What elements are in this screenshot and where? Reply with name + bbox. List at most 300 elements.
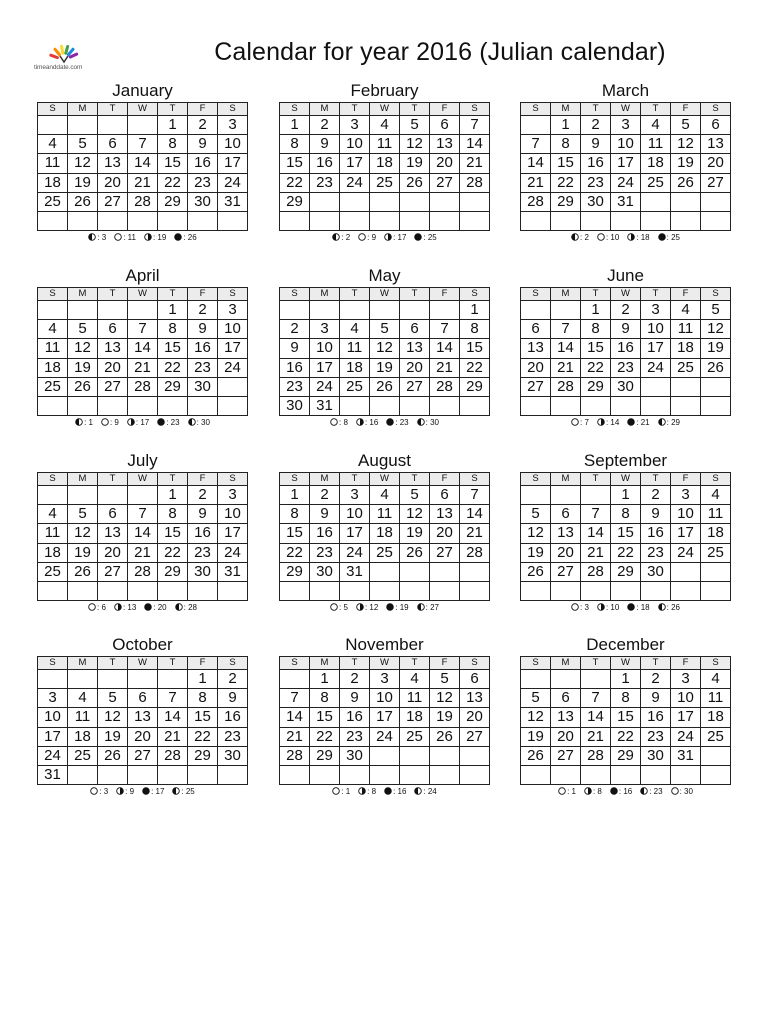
day-cell: 30 [641,746,671,765]
weekday-header: M [68,103,98,116]
day-cell: 27 [460,727,490,746]
day-cell: 9 [340,689,370,708]
empty-day-cell [400,211,430,230]
day-cell: 3 [671,486,701,505]
full-moon-icon [114,233,122,241]
day-cell: 30 [218,746,248,765]
empty-day-cell [400,301,430,320]
logo-ray [62,46,63,53]
empty-day-cell [551,765,581,784]
day-cell: 28 [280,746,310,765]
day-cell: 8 [280,135,310,154]
weekday-header: S [38,657,68,670]
empty-day-cell [460,562,490,581]
weekday-header: M [310,103,340,116]
logo-ray [70,54,76,57]
empty-day-cell [98,581,128,600]
empty-day-cell [98,765,128,784]
day-cell: 2 [581,116,611,135]
weekday-header: W [611,657,641,670]
day-cell: 23 [188,543,218,562]
day-cell: 21 [460,154,490,173]
logo-text: timeanddate.com [34,64,83,71]
weekday-header-row [280,657,490,670]
day-cell: 17 [370,708,400,727]
week-row [280,727,490,746]
month-june [520,265,731,429]
day-cell: 24 [671,543,701,562]
empty-day-cell [128,211,158,230]
empty-day-cell [68,301,98,320]
empty-day-cell [98,670,128,689]
new-moon-icon [386,603,394,611]
weekday-header: T [400,288,430,301]
moon-phase-item [658,418,680,427]
moon-phase-item [356,603,378,612]
day-cell: 28 [521,192,551,211]
day-cell: 7 [581,505,611,524]
moon-phase-day: : 20 [153,603,167,613]
empty-day-cell [460,765,490,784]
moon-phase-item [417,418,439,427]
empty-day-cell [430,765,460,784]
moon-phases [37,232,248,244]
day-cell: 22 [460,358,490,377]
moon-phase-day: : 10 [605,603,620,613]
new-moon-icon [157,418,165,426]
month-name: August [358,451,411,470]
day-cell: 15 [611,708,641,727]
day-cell: 19 [68,173,98,192]
empty-day-cell [521,301,551,320]
weekday-header: F [430,103,460,116]
day-cell: 28 [460,173,490,192]
empty-day-cell [370,301,400,320]
day-cell: 11 [370,135,400,154]
day-cell: 25 [340,377,370,396]
empty-day-cell [340,192,370,211]
moon-phase-item [332,233,350,242]
week-row [38,116,248,135]
day-cell: 2 [188,301,218,320]
week-row [38,708,248,727]
week-row [280,670,490,689]
day-cell: 11 [701,689,731,708]
day-cell: 22 [158,173,188,192]
day-cell: 7 [430,320,460,339]
moon-phase-day: : 3 [580,603,589,613]
empty-day-cell [400,581,430,600]
moon-phase-day: : 9 [109,418,119,428]
empty-day-cell [68,486,98,505]
moon-phase-day: : 9 [125,787,135,797]
logo-ray [55,49,59,54]
day-cell: 2 [188,486,218,505]
empty-day-cell [400,765,430,784]
day-cell: 31 [671,746,701,765]
weekday-header: S [38,103,68,116]
empty-day-cell [68,396,98,415]
weekday-header: M [310,657,340,670]
moon-phase-day: : 13 [122,603,137,613]
day-cell: 17 [671,708,701,727]
moon-phase-day: : 7 [580,418,589,428]
empty-day-cell [430,301,460,320]
day-cell: 24 [671,727,701,746]
month-name: October [112,635,173,654]
day-cell: 17 [218,339,248,358]
day-cell: 30 [280,396,310,415]
day-cell: 1 [280,486,310,505]
day-cell: 11 [400,689,430,708]
logo-burst-icon [34,40,104,66]
empty-day-cell [128,301,158,320]
empty-day-cell [701,211,731,230]
moon-phase-day: : 3 [99,787,109,797]
day-cell: 20 [551,543,581,562]
weekday-header: S [521,288,551,301]
week-row [38,396,248,415]
new-moon-icon [142,787,150,795]
month-table [37,102,248,231]
day-cell: 7 [460,116,490,135]
day-cell: 25 [400,727,430,746]
weekday-header: S [280,288,310,301]
day-cell: 18 [671,339,701,358]
day-cell: 14 [581,708,611,727]
empty-day-cell [280,211,310,230]
week-row [280,339,490,358]
day-cell: 29 [158,192,188,211]
empty-day-cell [460,396,490,415]
week-row [280,358,490,377]
first-quarter-moon-icon [571,233,579,241]
day-cell: 18 [641,154,671,173]
day-cell: 6 [521,320,551,339]
day-cell: 30 [188,562,218,581]
day-cell: 22 [188,727,218,746]
moon-phase-item [174,233,196,242]
moon-phase-item [386,418,408,427]
moon-phase-day: : 6 [97,603,106,613]
weekday-header: F [430,657,460,670]
day-cell: 11 [340,339,370,358]
day-cell: 28 [158,746,188,765]
moon-phases [37,786,248,798]
day-cell: 5 [68,135,98,154]
day-cell: 18 [38,173,68,192]
day-cell: 23 [188,358,218,377]
day-cell: 23 [581,173,611,192]
empty-day-cell [310,301,340,320]
empty-day-cell [551,670,581,689]
week-row [38,689,248,708]
day-cell: 18 [701,524,731,543]
week-row [521,708,731,727]
month-name: February [350,81,419,100]
day-cell: 2 [188,116,218,135]
day-cell: 5 [400,486,430,505]
day-cell: 18 [370,524,400,543]
day-cell: 22 [158,358,188,377]
moon-phase-day: : 2 [341,233,351,243]
day-cell: 30 [581,192,611,211]
month-table [279,472,490,601]
weekday-header-row [521,657,731,670]
day-cell: 10 [38,708,68,727]
weekday-header-row [280,473,490,486]
day-cell: 25 [701,727,731,746]
week-row [38,746,248,765]
new-moon-icon [386,418,394,426]
week-row [521,562,731,581]
empty-day-cell [68,116,98,135]
day-cell: 5 [68,320,98,339]
moon-phases [279,417,490,429]
day-cell: 7 [128,135,158,154]
empty-day-cell [430,396,460,415]
day-cell: 8 [158,505,188,524]
empty-day-cell [581,581,611,600]
day-cell: 8 [460,320,490,339]
empty-day-cell [158,765,188,784]
empty-day-cell [218,581,248,600]
day-cell: 26 [68,562,98,581]
day-cell: 6 [98,505,128,524]
empty-day-cell [218,211,248,230]
empty-day-cell [521,581,551,600]
day-cell: 7 [280,689,310,708]
moon-phase-item [671,787,693,796]
empty-day-cell [430,211,460,230]
moon-phase-item [88,603,106,612]
day-cell: 7 [551,320,581,339]
month-table [279,287,490,416]
day-cell: 6 [551,689,581,708]
weekday-header: M [68,473,98,486]
day-cell: 6 [98,320,128,339]
moon-phases [37,417,248,429]
day-cell: 6 [98,135,128,154]
empty-day-cell [340,301,370,320]
day-cell: 26 [521,562,551,581]
day-cell: 20 [460,708,490,727]
day-cell: 8 [310,689,340,708]
day-cell: 11 [671,320,701,339]
day-cell: 19 [68,358,98,377]
weekday-header: T [400,103,430,116]
empty-day-cell [128,581,158,600]
day-cell: 23 [188,173,218,192]
last-quarter-moon-icon [597,603,605,611]
moon-phase-item [142,787,164,796]
empty-day-cell [370,765,400,784]
logo-ray [51,55,58,57]
day-cell: 5 [98,689,128,708]
day-cell: 25 [38,192,68,211]
month-august [279,450,490,614]
moon-phase-day: : 2 [580,233,589,243]
weekday-header: W [611,103,641,116]
week-row [38,562,248,581]
weekday-header: S [38,473,68,486]
empty-day-cell [671,377,701,396]
day-cell: 5 [521,505,551,524]
day-cell: 26 [68,377,98,396]
day-cell: 21 [280,727,310,746]
empty-day-cell [340,765,370,784]
day-cell: 6 [430,116,460,135]
day-cell: 28 [581,562,611,581]
weekday-header: T [641,473,671,486]
moon-phase-day: : 24 [423,787,437,797]
weekday-header: S [280,473,310,486]
empty-day-cell [370,396,400,415]
empty-day-cell [641,211,671,230]
weekday-header: T [98,473,128,486]
day-cell: 9 [641,689,671,708]
day-cell: 30 [188,377,218,396]
moon-phase-item [610,787,632,796]
week-row [521,765,731,784]
day-cell: 18 [340,358,370,377]
week-row [521,396,731,415]
day-cell: 4 [370,486,400,505]
day-cell: 9 [641,505,671,524]
empty-day-cell [521,765,551,784]
weekday-header: S [701,657,731,670]
empty-day-cell [581,396,611,415]
weekday-header: S [521,103,551,116]
empty-day-cell [671,396,701,415]
week-row [280,765,490,784]
month-april [37,265,248,429]
moon-phase-day: : 18 [636,603,650,613]
moon-phase-day: : 19 [152,233,167,243]
day-cell: 27 [701,173,731,192]
week-row [521,581,731,600]
moon-phase-item [157,418,179,427]
weekday-header-row [38,473,248,486]
week-row [38,358,248,377]
day-cell: 22 [611,543,641,562]
weekday-header: T [158,657,188,670]
day-cell: 5 [370,320,400,339]
moon-phases [37,602,248,614]
day-cell: 16 [188,524,218,543]
moon-phase-item [90,787,108,796]
day-cell: 13 [128,708,158,727]
empty-day-cell [581,670,611,689]
empty-day-cell [671,581,701,600]
empty-day-cell [188,765,218,784]
day-cell: 18 [370,154,400,173]
empty-day-cell [68,581,98,600]
moon-phase-item [88,233,106,242]
moon-phase-day: : 9 [367,233,377,243]
day-cell: 7 [128,320,158,339]
moon-phases [520,602,731,614]
day-cell: 9 [188,135,218,154]
day-cell: 3 [38,689,68,708]
week-row [280,543,490,562]
week-row [521,301,731,320]
empty-day-cell [551,486,581,505]
moon-phase-day: : 25 [666,233,680,243]
day-cell: 4 [671,301,701,320]
day-cell: 20 [98,543,128,562]
empty-day-cell [370,746,400,765]
day-cell: 30 [641,562,671,581]
day-cell: 19 [400,524,430,543]
moon-phase-day: : 11 [123,233,136,243]
day-cell: 1 [611,670,641,689]
empty-day-cell [310,765,340,784]
day-cell: 1 [581,301,611,320]
day-cell: 4 [641,116,671,135]
weekday-header: T [158,103,188,116]
day-cell: 1 [158,301,188,320]
day-cell: 10 [671,689,701,708]
empty-day-cell [38,301,68,320]
day-cell: 11 [68,708,98,727]
day-cell: 14 [158,708,188,727]
empty-day-cell [98,211,128,230]
weekday-header: M [551,473,581,486]
week-row [521,135,731,154]
new-moon-icon [658,233,666,241]
full-moon-icon [671,787,679,795]
week-row [38,301,248,320]
day-cell: 9 [280,339,310,358]
weekday-header: T [641,288,671,301]
moon-phase-item [658,603,680,612]
day-cell: 27 [430,543,460,562]
weekday-header: F [671,103,701,116]
moon-phase-item [330,418,348,427]
weekday-header: T [340,288,370,301]
weekday-header: W [370,103,400,116]
day-cell: 6 [551,505,581,524]
new-moon-icon [610,787,618,795]
day-cell: 8 [188,689,218,708]
day-cell: 19 [400,154,430,173]
day-cell: 4 [68,689,98,708]
empty-day-cell [38,116,68,135]
day-cell: 31 [340,562,370,581]
day-cell: 6 [460,670,490,689]
day-cell: 29 [460,377,490,396]
moon-phase-item [414,787,436,796]
day-cell: 15 [611,524,641,543]
day-cell: 30 [310,562,340,581]
empty-day-cell [701,581,731,600]
day-cell: 6 [128,689,158,708]
day-cell: 25 [68,746,98,765]
moon-phase-day: : 27 [425,603,439,613]
weekday-header: F [188,288,218,301]
day-cell: 24 [310,377,340,396]
empty-day-cell [430,581,460,600]
weekday-header: S [521,657,551,670]
day-cell: 29 [280,192,310,211]
empty-day-cell [521,486,551,505]
first-quarter-moon-icon [188,418,196,426]
weekday-header: S [280,657,310,670]
day-cell: 31 [310,396,340,415]
day-cell: 23 [218,727,248,746]
day-cell: 16 [218,708,248,727]
